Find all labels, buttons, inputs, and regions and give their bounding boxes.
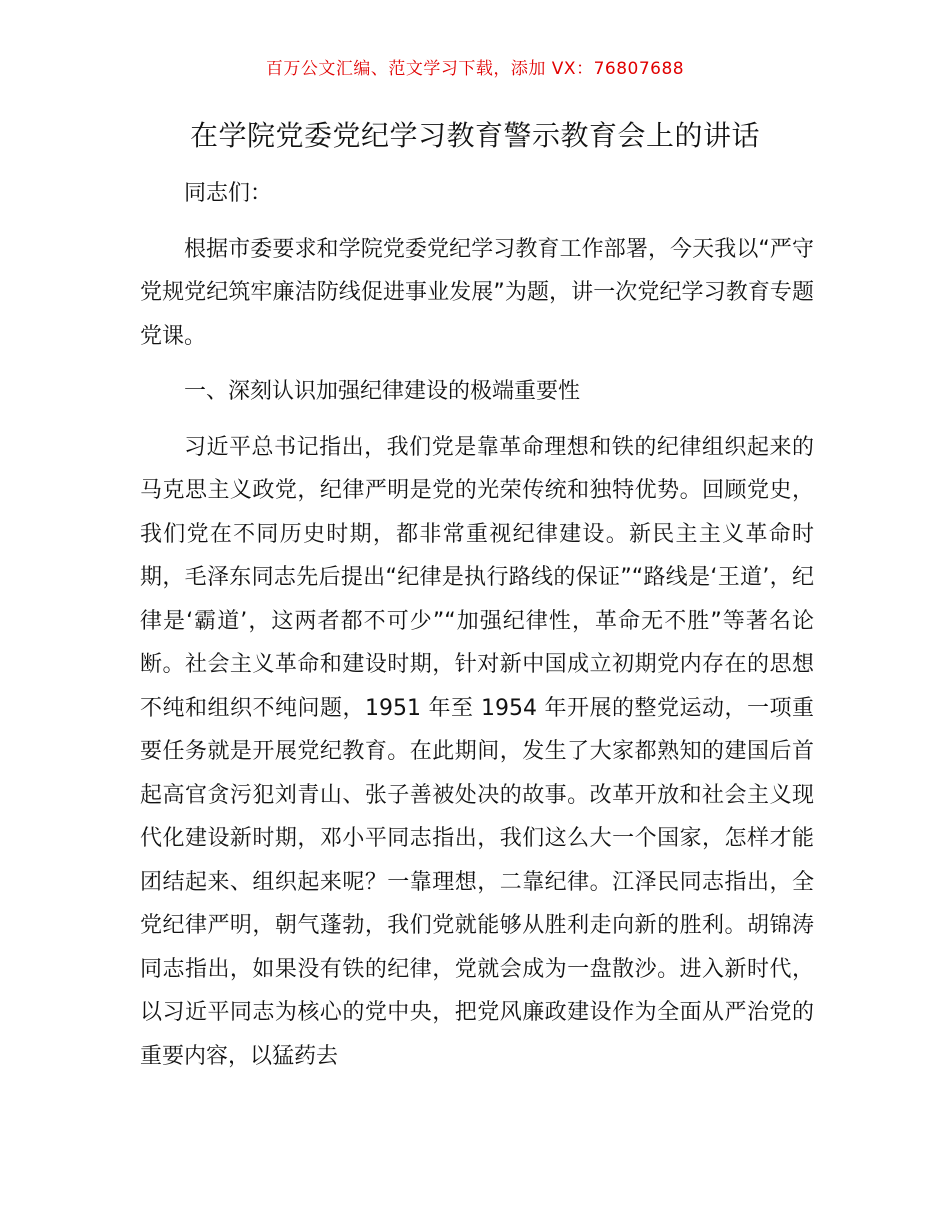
body-paragraph: 习近平总书记指出，我们党是靠革命理想和铁的纪律组织起来的马克思主义政党，纪律严明是党的光荣传统和独特优势。回顾党史，我们党在不同历史时期，都非常重视纪律建设。新民主主义革命时期，毛泽东同志先后提出“纪律是执行路线的保证”“路线是‘王道’，纪律是‘霸道’，这两者都不可少”“加强纪律性，革命无不胜”等著名论断。社会主义革命和建设时期，针对新中国成立初期党内存在的思想不纯和组织不纯问题，1951 年至 1954 年开展的整党运动，一项重要任务就是开展党纪教育。在此期间，发生了大家都熟知的建国后首起高官贪污犯刘青山、张子善被处决的故事。改革开放和社会主义现代化建设新时期，邓小平同志指出，我们这么大一个国家，怎样才能团结起来、组织起来呢？一靠理想，二靠纪律。江泽民同志指出，全党纪律严明，朝气蓬勃，我们党就能够从胜利走向新的胜利。胡锦涛同志指出，如果没有铁的纪律，党就会成为一盘散沙。进入新时代，以习近平同志为核心的党中央，把党风廉政建设作为全面从严治党的重要内容，以猛药去 [140,434,814,1069]
salutation: 同志们： [184,181,273,206]
document-body [140,172,814,1078]
header-banner: 百万公文汇编、范文学习下载，添加 VX：76807688 [265,59,685,79]
document-title: 在学院党委党纪学习教育警示教育会上的讲话 [189,119,760,152]
intro-paragraph: 根据市委要求和学院党委党纪学习教育工作部署，今天我以“严守党规党纪筑牢廉洁防线促进事业发展”为题，讲一次党纪学习教育专题党课。 [140,236,814,349]
section-heading: 一、深刻认识加强纪律建设的极端重要性 [184,379,581,404]
